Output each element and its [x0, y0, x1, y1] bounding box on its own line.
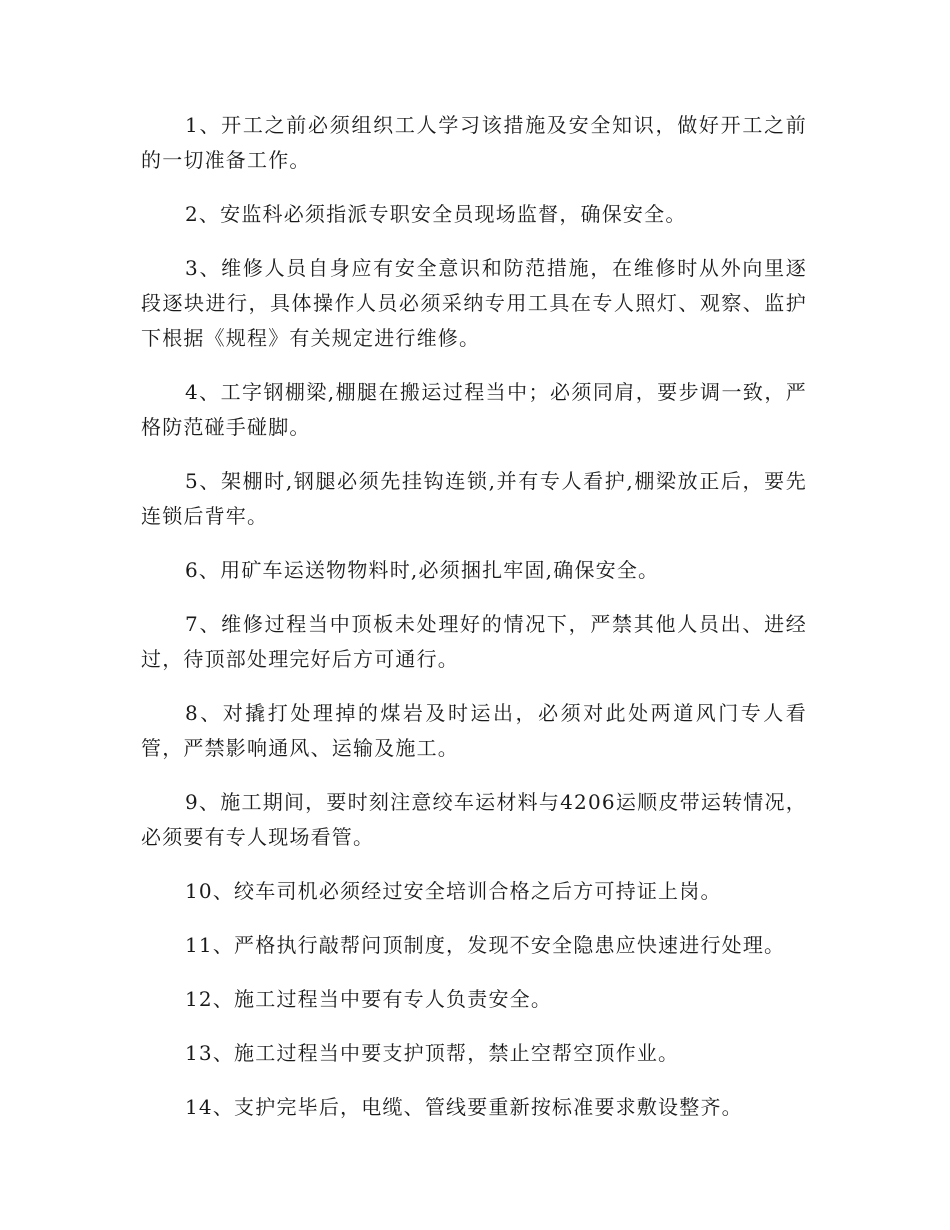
paragraph-12: 12、施工过程当中要有专人负责安全。 [185, 987, 553, 1011]
paragraph-9: 9、施工期间，要时刻注意绞车运材料与4206运顺皮带运转情况，必须要有专人现场看管。 [141, 790, 807, 849]
paragraph-3: 3、维修人员自身应有安全意识和防范措施，在维修时从外向里逐段逐块进行，具体操作人员必须采纳专用工具在专人照灯、观察、监护下根据《规程》有关规定进行维修。 [141, 256, 807, 350]
paragraph-6: 6、用矿车运送物物料时,必须捆扎牢固,确保安全。 [185, 558, 660, 582]
paragraph-1: 1、开工之前必须组织工人学习该措施及安全知识，做好开工之前的一切准备工作。 [141, 113, 807, 172]
paragraph-13: 13、施工过程当中要支护顶帮，禁止空帮空顶作业。 [185, 1041, 680, 1065]
paragraph-4: 4、工字钢棚梁,棚腿在搬运过程当中；必须同肩，要步调一致，严格防范碰手碰脚。 [141, 380, 807, 439]
paragraph-7: 7、维修过程当中顶板未处理好的情况下，严禁其他人员出、进经过，待顶部处理完好后方可通行。 [141, 612, 807, 671]
paragraph-14: 14、支护完毕后，电缆、管线要重新按标准要求敷设整齐。 [185, 1095, 743, 1119]
paragraph-8: 8、对撬打处理掉的煤岩及时运出，必须对此处两道风门专人看管，严禁影响通风、运输及施工。 [141, 701, 807, 760]
paragraph-11: 11、严格执行敲帮问顶制度，发现不安全隐患应快速进行处理。 [185, 933, 786, 957]
paragraph-10: 10、绞车司机必须经过安全培训合格之后方可持证上岗。 [185, 879, 722, 903]
document-body [141, 108, 807, 1144]
paragraph-5: 5、架棚时,钢腿必须先挂钩连锁,并有专人看护,棚梁放正后，要先连锁后背牢。 [141, 469, 807, 528]
paragraph-2: 2、安监科必须指派专职安全员现场监督，确保安全。 [185, 202, 687, 226]
